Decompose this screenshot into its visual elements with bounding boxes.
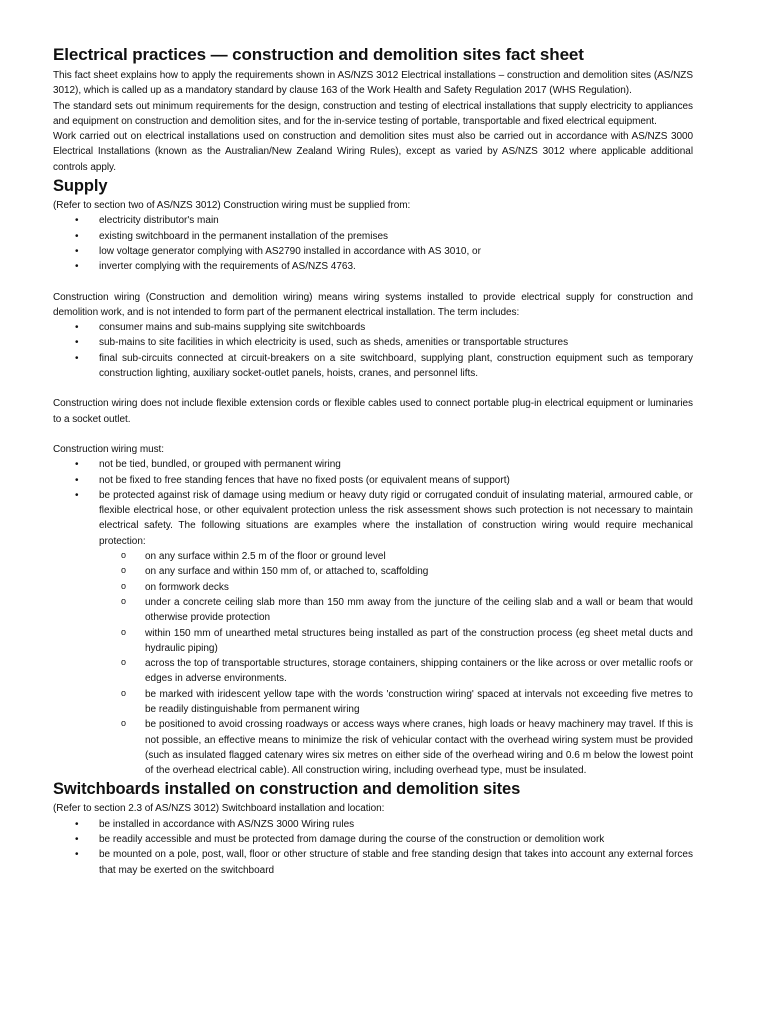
- mechanical-protection-list: [99, 549, 693, 778]
- sub-list-item: o across the top of transportable structures, storage containers, shipping containers or the like across or over metallic roofs or edges in adverse environments.: [53, 656, 693, 687]
- document-title: Electrical practices — construction and demolition sites fact sheet: [53, 45, 584, 64]
- sub-list-item: o be positioned to avoid crossing roadways or access ways where cranes, high loads or heavy machinery may travel. If this is not possible, an effective means to minimize the risk of vehicular contact with the overhead wiring system must be provided (such as insulated flagged catenary wires six metres on either side of the overhead wiring and 0.6 m below the lowest point of the overhead electrical cable). All construction wiring, including overhead type, must be insulated.: [53, 717, 693, 778]
- list-item: • not be fixed to free standing fences that have no fixed posts (or equivalent means of support): [53, 473, 693, 488]
- sub-list-item: o within 150 mm of unearthed metal structures being installed as part of the construction process (eg sheet metal ducts and hydraulic piping): [53, 626, 693, 657]
- intro-paragraph-2: The standard sets out minimum requirements for the design, construction and testing of electrical installations that supply electricity to appliances and equipment on construction and demolition sites, and for the in-service testing of portable, transportable and fixed electrical equipment.: [53, 100, 693, 127]
- sub-list-item: o under a concrete ceiling slab more than 150 mm away from the juncture of the ceiling slab and a wall or beam that would otherwise provide protection: [53, 595, 693, 626]
- list-item: • final sub-circuits connected at circuit-breakers on a site switchboard, supplying plant, construction equipment such as temporary construction lighting, auxiliary socket-outlet panels, hoists, cranes, and personnel lifts.: [53, 351, 693, 382]
- list-item: • be mounted on a pole, post, wall, floor or other structure of stable and free standing design that takes into account any external forces that may be exerted on the switchboard: [53, 847, 693, 878]
- list-item: • inverter complying with the requirements of AS/NZS 4763.: [53, 259, 693, 274]
- switchboards-heading: Switchboards installed on construction and demolition sites: [53, 780, 521, 799]
- list-item: • electricity distributor's main: [53, 213, 693, 228]
- sub-list-item: o on any surface within 2.5 m of the floor or ground level: [53, 549, 693, 564]
- switchboards-list: [53, 817, 693, 878]
- supply-heading: Supply: [53, 177, 108, 196]
- sub-list-item: o on formwork decks: [53, 580, 693, 595]
- list-item: • be installed in accordance with AS/NZS 3000 Wiring rules: [53, 817, 693, 832]
- list-item: • sub-mains to site facilities in which electricity is used, such as sheds, amenities or transportable structures: [53, 335, 693, 350]
- list-item: [53, 488, 693, 779]
- supply-lead: (Refer to section two of AS/NZS 3012) Construction wiring must be supplied from:: [53, 200, 411, 212]
- intro-paragraph-3: Work carried out on electrical installations used on construction and demolition sites must also be carried out in accordance with AS/NZS 3000 Electrical Installations (known as the Australian/New Zealand Wiring Rules), except as varied by AS/NZS 3012 where applicable additional controls apply.: [53, 131, 693, 173]
- list-item: • low voltage generator complying with AS2790 installed in accordance with AS 3010, or: [53, 244, 693, 259]
- document-page: [53, 44, 693, 878]
- sub-list-item: o on any surface and within 150 mm of, or attached to, scaffolding: [53, 564, 693, 579]
- list-item: • not be tied, bundled, or grouped with permanent wiring: [53, 457, 693, 472]
- switchboards-lead: (Refer to section 2.3 of AS/NZS 3012) Switchboard installation and location:: [53, 803, 385, 815]
- list-item: • consumer mains and sub-mains supplying site switchboards: [53, 320, 693, 335]
- list-item: • be readily accessible and must be protected from damage during the course of the construction or demolition work: [53, 832, 693, 847]
- intro-paragraph-1: This fact sheet explains how to apply the requirements shown in AS/NZS 3012 Electrical installations – construction and demolition sites (AS/NZS 3012), which is called up as a mandatory standard by clause 163 of the Work Health and Safety Regulation 2017 (WHS Regulation).: [53, 70, 693, 97]
- construction-wiring-exclusion: Construction wiring does not include flexible extension cords or flexible cables used to connect portable plug-in electrical equipment or luminaries to a socket outlet.: [53, 398, 693, 425]
- list-item-text: be protected against risk of damage using medium or heavy duty rigid or corrugated conduit of insulating material, armoured cable, or flexible electrical hose, or other equivalent protection unless the risk assessment shows such protection is not necessary to maintain electrical safety. The following situations are examples where the installation of construction wiring would require mechanical protection:: [99, 489, 693, 547]
- construction-wiring-must-list: [53, 457, 693, 778]
- sub-list-item: o be marked with iridescent yellow tape with the words 'construction wiring' spaced at intervals not exceeding five metres to be readily distinguishable from permanent wiring: [53, 687, 693, 718]
- construction-wiring-definition: Construction wiring (Construction and demolition wiring) means wiring systems installed to provide electrical supply for construction and demolition work, and is not intended to form part of the permanent electrical installation. The term includes:: [53, 291, 693, 318]
- construction-wiring-includes-list: [53, 320, 693, 381]
- supply-sources-list: [53, 213, 693, 274]
- construction-wiring-must-lead: Construction wiring must:: [53, 443, 165, 455]
- list-item: • existing switchboard in the permanent installation of the premises: [53, 229, 693, 244]
